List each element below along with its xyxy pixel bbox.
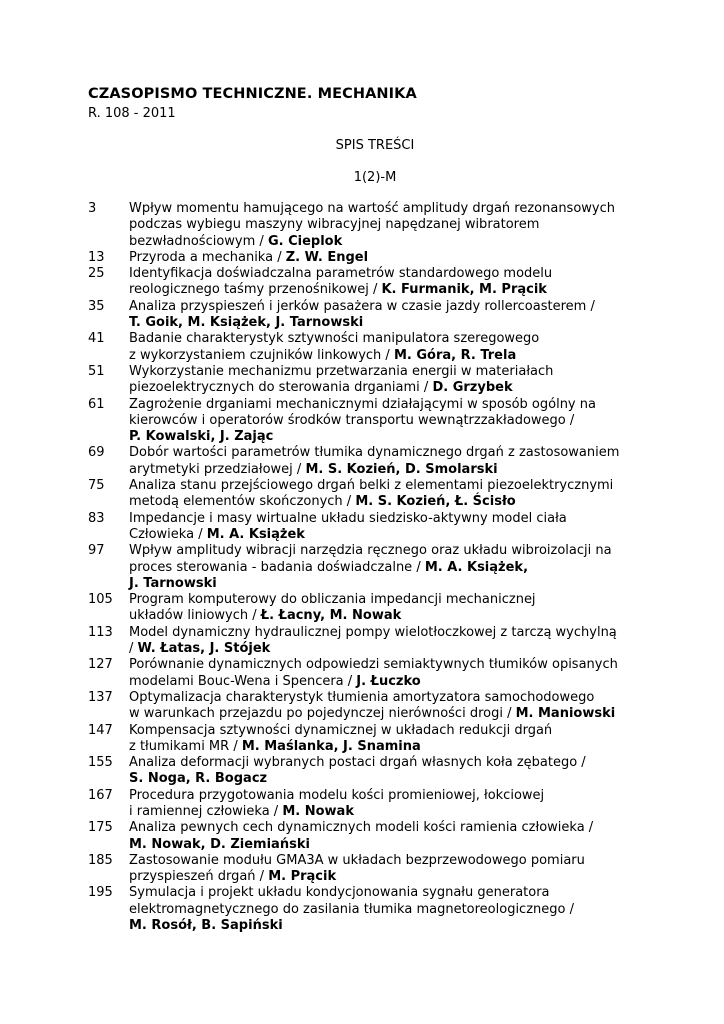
- toc-entry: [88, 397, 688, 446]
- toc-title-text: Analiza pewnych cech dynamicznych modeli kości ramienia człowieka /: [129, 820, 594, 836]
- toc-entry-line: [129, 592, 688, 608]
- toc-title-text: piezoelektrycznych do sterowania drganiami /: [129, 380, 433, 396]
- toc-title-text: Impedancje i masy wirtualne układu siedzisko-aktywny model ciała: [129, 510, 567, 526]
- toc-entry-text: [129, 592, 688, 625]
- toc-authors: Z. W. Engel: [285, 249, 369, 265]
- toc-authors: Ł. Łacny, M. Nowak: [260, 608, 402, 624]
- toc-page-number: 3: [88, 201, 97, 216]
- toc-title-text: Wpływ amplitudy wibracji narzędzia ręcznego oraz układu wibroizolacji na: [129, 543, 612, 559]
- toc-title-text: Kompensacja sztywności dynamicznej w układach redukcji drgań: [129, 722, 553, 738]
- toc-entry-line: [129, 771, 688, 787]
- toc-entry-line: [129, 641, 688, 657]
- toc-entry-text: [129, 250, 688, 266]
- issue-number: 1(2)-M: [353, 170, 397, 185]
- toc-authors: M. Prącik: [268, 869, 337, 885]
- toc-title-text: Zagrożenie drganiami mechanicznymi działającymi w sposób ogólny na: [129, 396, 596, 412]
- toc-title-text: podczas wybiegu maszyny wibracyjnej napędzanej wibratorem: [129, 217, 540, 233]
- toc-entry: [88, 788, 688, 821]
- toc-page-number: 167: [88, 787, 113, 803]
- toc-title-text: Program komputerowy do obliczania impedancji mechanicznej: [129, 592, 536, 608]
- toc-authors: M. Maniowski: [515, 706, 616, 722]
- toc-title-text: Badanie charakterystyk sztywności manipulatora szeregowego: [129, 331, 540, 347]
- toc-title-text: Analiza stanu przejściowego drgań belki z elementami piezoelektrycznymi: [129, 478, 614, 494]
- toc-entry-line: [129, 266, 688, 282]
- toc-page-number: 61: [88, 396, 105, 412]
- toc-entry-text: [129, 478, 688, 511]
- toc-entry: [88, 820, 688, 853]
- toc-page-number: 41: [88, 331, 105, 347]
- toc-title-text: Porównanie dynamicznych odpowiedzi semiaktywnych tłumików opisanych: [129, 657, 618, 673]
- toc-entry-text: [129, 885, 688, 934]
- toc-entry-text: [129, 364, 688, 397]
- toc-entry-line: [129, 429, 688, 445]
- toc-page-number: 35: [88, 298, 105, 314]
- toc-entry-line: [129, 837, 688, 853]
- toc-entry-line: [129, 625, 688, 641]
- table-of-contents: [88, 201, 688, 934]
- toc-entry-text: [129, 788, 688, 821]
- toc-page-number: 175: [88, 820, 113, 836]
- toc-entry-text: [129, 690, 688, 723]
- toc-entry-line: [129, 462, 688, 478]
- toc-title-text: i ramiennej człowieka /: [129, 803, 283, 819]
- toc-title-text: Człowieka /: [129, 526, 207, 542]
- toc-entry: [88, 364, 688, 397]
- toc-title-text: Analiza deformacji wybranych postaci drgań własnych koła zębatego /: [129, 755, 586, 771]
- toc-title-text: z wykorzystaniem czujników linkowych /: [129, 347, 394, 363]
- toc-title-text: reologicznego taśmy przenośnikowej /: [129, 282, 382, 298]
- toc-entry-line: [129, 250, 688, 266]
- toc-page-number: 127: [88, 657, 113, 673]
- toc-authors: T. Goik, M. Książek, J. Tarnowski: [129, 315, 364, 331]
- toc-authors: M. Góra, R. Trela: [393, 347, 517, 363]
- toc-entry-line: [129, 299, 688, 315]
- toc-title-text: w warunkach przejazdu po pojedynczej nierówności drogi /: [129, 706, 516, 722]
- toc-entry: [88, 250, 688, 266]
- toc-entry: [88, 853, 688, 886]
- toc-entry-line: [129, 576, 688, 592]
- toc-title-text: Analiza przyspieszeń i jerków pasażera w czasie jazdy rollercoasterem /: [129, 298, 595, 314]
- toc-title-text: Dobór wartości parametrów tłumika dynamicznego drgań z zastosowaniem: [129, 445, 620, 461]
- toc-entry-text: [129, 299, 688, 332]
- toc-entry: [88, 592, 688, 625]
- toc-entry-text: [129, 445, 688, 478]
- toc-entry: [88, 885, 688, 934]
- toc-entry-line: [129, 788, 688, 804]
- toc-entry-line: [129, 885, 688, 901]
- toc-title-text: Wykorzystanie mechanizmu przetwarzania energii w materiałach: [129, 363, 554, 379]
- toc-authors: D. Grzybek: [432, 380, 513, 396]
- toc-entry-text: [129, 625, 688, 658]
- toc-title-text: modelami Bouc-Wena i Spencera /: [129, 673, 357, 689]
- toc-entry-line: [129, 478, 688, 494]
- toc-title-text: Zastosowanie modułu GMA3A w układach bezprzewodowego pomiaru: [129, 852, 585, 868]
- toc-entry-line: [129, 723, 688, 739]
- toc-title-text: Procedura przygotowania modelu kości promieniowej, łokciowej: [129, 787, 545, 803]
- toc-entry-line: [129, 397, 688, 413]
- toc-entry-line: [129, 527, 688, 543]
- toc-entry-text: [129, 543, 688, 592]
- toc-entry-line: [129, 918, 688, 934]
- toc-authors: K. Furmanik, M. Prącik: [381, 282, 547, 298]
- toc-title-text: Identyfikacja doświadczalna parametrów standardowego modelu: [129, 266, 553, 282]
- toc-entry: [88, 543, 688, 592]
- toc-authors: S. Noga, R. Bogacz: [129, 771, 268, 787]
- toc-entry-text: [129, 755, 688, 788]
- toc-entry: [88, 266, 688, 299]
- toc-title-text: Symulacja i projekt układu kondycjonowania sygnału generatora: [129, 885, 550, 901]
- toc-authors: P. Kowalski, J. Zając: [129, 429, 274, 445]
- toc-entry-line: [129, 331, 688, 347]
- toc-authors: M. Maślanka, J. Snamina: [241, 738, 421, 754]
- toc-entry: [88, 478, 688, 511]
- toc-entry-line: [129, 657, 688, 673]
- toc-entry-text: [129, 331, 688, 364]
- toc-entry-line: [129, 234, 688, 250]
- toc-entry: [88, 511, 688, 544]
- toc-entry: [88, 690, 688, 723]
- toc-entry-line: [129, 608, 688, 624]
- toc-title-text: proces sterowania - badania doświadczalne /: [129, 559, 425, 575]
- toc-entry-line: [129, 315, 688, 331]
- toc-page-number: 69: [88, 445, 105, 461]
- toc-page-number: 97: [88, 543, 105, 559]
- toc-title-text: Model dynamiczny hydraulicznej pompy wielotłoczkowej z tarczą wychylną: [129, 624, 617, 640]
- toc-entry-line: [129, 413, 688, 429]
- toc-page-number: 113: [88, 624, 113, 640]
- toc-entry-line: [129, 804, 688, 820]
- toc-entry: [88, 657, 688, 690]
- toc-title-text: Przyroda a mechanika /: [129, 249, 286, 265]
- toc-entry-text: [129, 266, 688, 299]
- toc-entry-line: [129, 364, 688, 380]
- toc-title-text: bezwładnościowym /: [129, 233, 268, 249]
- toc-title-text: przyspieszeń drgań /: [129, 869, 269, 885]
- toc-entry-line: [129, 902, 688, 918]
- toc-entry-line: [129, 494, 688, 510]
- toc-page-number: 13: [88, 249, 105, 265]
- toc-page-number: 83: [88, 510, 105, 526]
- toc-entry-text: [129, 853, 688, 886]
- toc-title-text: Optymalizacja charakterystyk tłumienia amortyzatora samochodowego: [129, 689, 595, 705]
- toc-title-text: Wpływ momentu hamującego na wartość amplitudy drgań rezonansowych: [129, 201, 615, 216]
- toc-page-number: 147: [88, 722, 113, 738]
- toc-entry-text: [129, 201, 688, 250]
- toc-entry-line: [129, 380, 688, 396]
- toc-title-text: elektromagnetycznego do zasilania tłumika magnetoreologicznego /: [129, 901, 574, 917]
- toc-page-number: 195: [88, 885, 113, 901]
- toc-entry: [88, 723, 688, 756]
- toc-entry: [88, 299, 688, 332]
- toc-entry: [88, 201, 688, 250]
- toc-authors: J. Tarnowski: [129, 575, 217, 591]
- toc-authors: J. Łuczko: [356, 673, 421, 689]
- toc-title-text: kierowców i operatorów środków transportu wewnątrzzakładowego /: [129, 412, 575, 428]
- toc-authors: M. S. Kozień, D. Smolarski: [305, 461, 498, 477]
- toc-entry: [88, 625, 688, 658]
- toc-authors: M. Rosół, B. Sapiński: [129, 918, 283, 934]
- toc-entry-text: [129, 657, 688, 690]
- toc-entry-line: [129, 543, 688, 559]
- toc-authors: G. Cieplok: [267, 233, 343, 249]
- toc-page-number: 137: [88, 689, 113, 705]
- toc-authors: M. A. Książek,: [424, 559, 529, 575]
- toc-entry-line: [129, 674, 688, 690]
- toc-page-number: 25: [88, 266, 105, 282]
- toc-title-text: arytmetyki przedziałowej /: [129, 461, 306, 477]
- toc-entry-line: [129, 282, 688, 298]
- toc-title-text: układów liniowych /: [129, 608, 261, 624]
- toc-heading: SPIS TREŚCI: [335, 138, 415, 153]
- toc-authors: W. Łatas, J. Stójek: [137, 641, 271, 657]
- toc-authors: M. Nowak: [282, 803, 354, 819]
- journal-title: CZASOPISMO TECHNICZNE. MECHANIKA: [88, 86, 417, 102]
- toc-entry: [88, 445, 688, 478]
- toc-entry: [88, 331, 688, 364]
- toc-entry: [88, 755, 688, 788]
- toc-entry-line: [129, 560, 688, 576]
- toc-entry-text: [129, 723, 688, 756]
- toc-entry-text: [129, 397, 688, 446]
- toc-entry-line: [129, 755, 688, 771]
- toc-page-number: 105: [88, 592, 113, 608]
- toc-entry-text: [129, 511, 688, 544]
- toc-entry-line: [129, 706, 688, 722]
- toc-entry-line: [129, 201, 688, 217]
- toc-authors: M. A. Książek: [206, 526, 305, 542]
- toc-entry-line: [129, 853, 688, 869]
- toc-entry-line: [129, 869, 688, 885]
- toc-entry-line: [129, 690, 688, 706]
- toc-entry-line: [129, 445, 688, 461]
- toc-title-text: z tłumikami MR /: [129, 738, 242, 754]
- toc-title-text: /: [129, 641, 138, 657]
- toc-entry-line: [129, 820, 688, 836]
- toc-title-text: metodą elementów skończonych /: [129, 494, 356, 510]
- toc-page-number: 51: [88, 363, 105, 379]
- toc-entry-line: [129, 511, 688, 527]
- toc-entry-line: [129, 739, 688, 755]
- journal-volume: R. 108 - 2011: [88, 106, 176, 121]
- toc-entry-line: [129, 348, 688, 364]
- toc-page-number: 155: [88, 755, 113, 771]
- toc-page-number: 75: [88, 478, 105, 494]
- toc-authors: M. Nowak, D. Ziemiański: [129, 836, 310, 852]
- toc-page-number: 185: [88, 852, 113, 868]
- toc-authors: M. S. Kozień, Ł. Ścisło: [355, 494, 516, 510]
- toc-entry-line: [129, 217, 688, 233]
- toc-entry-text: [129, 820, 688, 853]
